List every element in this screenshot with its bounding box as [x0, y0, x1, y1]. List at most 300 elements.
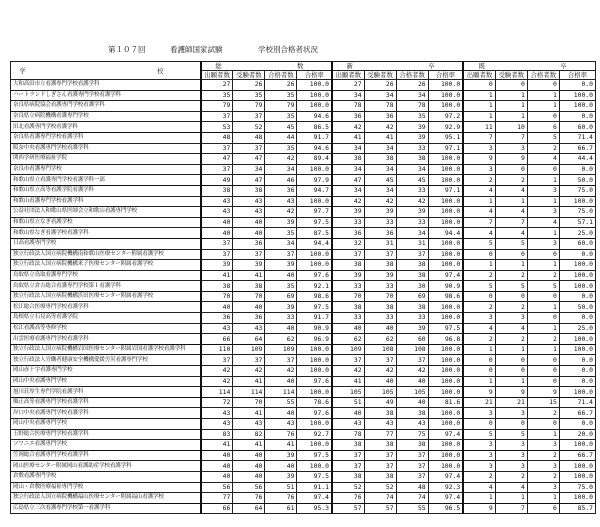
table-row: [11, 122, 596, 133]
value-cell: 1: [495, 196, 527, 207]
value-cell: 35: [265, 228, 297, 239]
table-row: [11, 80, 596, 91]
value-cell: 98.6: [297, 291, 332, 302]
school-name-cell: 和歌山県なぎ看護学校看護学科: [11, 228, 201, 239]
value-cell: 39: [364, 207, 396, 218]
value-cell: 57: [364, 503, 396, 514]
value-cell: 34: [332, 185, 364, 196]
value-cell: 109: [332, 344, 364, 355]
value-cell: 37: [396, 355, 428, 366]
value-cell: 1: [495, 101, 527, 112]
value-cell: 57.1: [559, 217, 595, 228]
table-row: [11, 281, 596, 292]
school-name-cell: 日高看護専門学校: [11, 238, 201, 249]
value-cell: 100.0: [428, 175, 463, 186]
column-header-applicants: 出願者数: [332, 71, 364, 80]
table-row: [11, 132, 596, 143]
value-cell: 89.4: [297, 154, 332, 165]
table-row: [11, 249, 596, 260]
value-cell: 38: [396, 408, 428, 419]
value-cell: 100.0: [428, 101, 463, 112]
school-name-cell: 独立行政法人国立病院機構浜田医療センター附属看護学校: [11, 291, 201, 302]
value-cell: 4: [495, 228, 527, 239]
value-cell: 1: [527, 260, 559, 271]
value-cell: 100.0: [428, 355, 463, 366]
value-cell: 21: [495, 397, 527, 408]
value-cell: 94.7: [297, 185, 332, 196]
value-cell: 96.8: [428, 334, 463, 345]
table-row: [11, 101, 596, 112]
value-cell: 36: [233, 313, 265, 324]
value-cell: 1: [463, 260, 495, 271]
value-cell: 33: [265, 313, 297, 324]
value-cell: 114: [201, 387, 233, 398]
school-name-cell: 奈良市看護専門学校: [11, 164, 201, 175]
value-cell: 40: [332, 408, 364, 419]
value-cell: 34: [265, 164, 297, 175]
value-cell: 39: [233, 260, 265, 271]
value-cell: 77: [364, 429, 396, 440]
value-cell: 0: [495, 355, 527, 366]
value-cell: 0: [463, 80, 495, 91]
value-cell: 35: [233, 90, 265, 101]
column-header-pass-rate: 合格率: [428, 71, 463, 80]
value-cell: 52: [233, 122, 265, 133]
value-cell: 51: [332, 397, 364, 408]
column-header-applicants: 出願者数: [463, 71, 495, 80]
value-cell: 41: [233, 376, 265, 387]
value-cell: 26: [396, 80, 428, 91]
value-cell: 92.1: [297, 281, 332, 292]
value-cell: 1: [463, 376, 495, 387]
value-cell: 37: [201, 238, 233, 249]
value-cell: 0: [527, 111, 559, 122]
column-header-examinees: 受験者数: [495, 71, 527, 80]
value-cell: 37: [396, 450, 428, 461]
value-cell: 42: [265, 154, 297, 165]
value-cell: 82: [233, 429, 265, 440]
value-cell: 2: [495, 175, 527, 186]
group-header-total: 総 数: [201, 62, 332, 71]
value-cell: 79: [265, 101, 297, 112]
value-cell: 2: [527, 450, 559, 461]
school-name-cell: 田北看護専門学校看護学科: [11, 122, 201, 133]
value-cell: 38: [364, 302, 396, 313]
exam-session: 第１０７回: [108, 45, 146, 54]
value-cell: 100.0: [428, 366, 463, 377]
value-cell: 39: [332, 270, 364, 281]
value-cell: 94.4: [428, 228, 463, 239]
value-cell: 4: [463, 228, 495, 239]
value-cell: 7: [495, 132, 527, 143]
value-cell: 97.9: [297, 175, 332, 186]
value-cell: 3: [527, 482, 559, 493]
column-header-passed: 合格者数: [396, 71, 428, 80]
value-cell: 100.0: [559, 461, 595, 472]
value-cell: 0.0: [559, 111, 595, 122]
school-name-cell: 独立行政法人国立病院機構岩国医療センター附属岩国看護学校看護学科: [11, 344, 201, 355]
value-cell: 92.7: [297, 429, 332, 440]
school-name-cell: 関西学研医療福祉学院: [11, 154, 201, 165]
value-cell: 62: [332, 334, 364, 345]
value-cell: 42: [265, 207, 297, 218]
value-cell: 2: [527, 408, 559, 419]
value-cell: 4: [463, 323, 495, 334]
value-cell: 66: [201, 503, 233, 514]
table-row: [11, 482, 596, 493]
value-cell: 37: [233, 249, 265, 260]
value-cell: 97.6: [297, 270, 332, 281]
value-cell: 75.0: [559, 185, 595, 196]
value-cell: 39: [201, 260, 233, 271]
value-cell: 31: [396, 238, 428, 249]
value-cell: 1: [495, 493, 527, 504]
value-cell: 53: [201, 122, 233, 133]
table-body: [11, 80, 596, 514]
value-cell: 39: [265, 260, 297, 271]
value-cell: 91.7: [297, 313, 332, 324]
table-row: [11, 143, 596, 154]
value-cell: 94.6: [297, 111, 332, 122]
value-cell: 100.0: [428, 80, 463, 91]
value-cell: 38: [396, 154, 428, 165]
value-cell: 100.0: [428, 419, 463, 430]
value-cell: 0: [527, 355, 559, 366]
value-cell: 39: [396, 323, 428, 334]
value-cell: 43: [233, 207, 265, 218]
value-cell: 66.7: [559, 143, 595, 154]
value-cell: 34: [265, 238, 297, 249]
value-cell: 40: [364, 376, 396, 387]
value-cell: 3: [527, 440, 559, 451]
value-cell: 114: [265, 387, 297, 398]
value-cell: 35: [265, 143, 297, 154]
table-row: [11, 344, 596, 355]
value-cell: 40: [396, 376, 428, 387]
value-cell: 7: [463, 132, 495, 143]
value-cell: 100.0: [559, 101, 595, 112]
value-cell: 66.7: [559, 450, 595, 461]
value-cell: 43: [201, 408, 233, 419]
school-name-cell: 独立行政法人国立病院機構米子医療センター附属看護学校: [11, 260, 201, 271]
value-cell: 1: [495, 111, 527, 122]
value-cell: 3: [463, 461, 495, 472]
value-cell: 42: [332, 196, 364, 207]
value-cell: 100.0: [428, 164, 463, 175]
value-cell: 42: [233, 366, 265, 377]
value-cell: 100.0: [428, 408, 463, 419]
pass-rate-table: [10, 61, 596, 514]
table-row: [11, 291, 596, 302]
value-cell: 1: [495, 376, 527, 387]
value-cell: 100.0: [559, 387, 595, 398]
value-cell: 34: [396, 164, 428, 175]
value-cell: 40: [201, 461, 233, 472]
value-cell: 25.0: [559, 228, 595, 239]
value-cell: 37: [201, 355, 233, 366]
value-cell: 100.0: [297, 419, 332, 430]
value-cell: 33: [332, 217, 364, 228]
value-cell: 41: [332, 132, 364, 143]
value-cell: 98.6: [428, 291, 463, 302]
value-cell: 100.0: [428, 154, 463, 165]
value-cell: 55: [396, 503, 428, 514]
value-cell: 34: [332, 90, 364, 101]
value-cell: 97.6: [297, 376, 332, 387]
value-cell: 100.0: [559, 471, 595, 482]
value-cell: 1: [527, 323, 559, 334]
column-header-pass-rate: 合格率: [559, 71, 595, 80]
value-cell: 4: [527, 217, 559, 228]
value-cell: 97.4: [428, 429, 463, 440]
value-cell: 105: [364, 387, 396, 398]
school-name-cell: 出雲医療看護専門学校看護学科: [11, 334, 201, 345]
value-cell: 2: [463, 175, 495, 186]
value-cell: 95.1: [428, 132, 463, 143]
value-cell: 47: [332, 175, 364, 186]
value-cell: 2: [463, 270, 495, 281]
value-cell: 100.0: [559, 281, 595, 292]
value-cell: 0: [495, 249, 527, 260]
value-cell: 91.1: [297, 482, 332, 493]
value-cell: 97.5: [297, 302, 332, 313]
value-cell: 38: [332, 471, 364, 482]
table-row: [11, 429, 596, 440]
school-name-cell: 奈良県立病院機構看護専門学校: [11, 111, 201, 122]
value-cell: 0.0: [559, 249, 595, 260]
value-cell: 41: [332, 376, 364, 387]
value-cell: 76: [233, 493, 265, 504]
value-cell: 50.0: [559, 175, 595, 186]
school-name-cell: 岡山赤十字看護専門学校: [11, 366, 201, 377]
school-name-cell: ソワニエ看護専門学校: [11, 440, 201, 451]
value-cell: 100.0: [428, 376, 463, 387]
value-cell: 39: [265, 302, 297, 313]
value-cell: 2: [527, 270, 559, 281]
value-cell: 97.4: [428, 493, 463, 504]
value-cell: 3: [463, 450, 495, 461]
value-cell: 38: [233, 185, 265, 196]
table-row: [11, 408, 596, 419]
value-cell: 37: [364, 450, 396, 461]
value-cell: 35: [265, 281, 297, 292]
value-cell: 94.6: [297, 143, 332, 154]
value-cell: 39: [265, 217, 297, 228]
value-cell: 41: [201, 440, 233, 451]
value-cell: 2: [495, 270, 527, 281]
value-cell: 1: [463, 344, 495, 355]
value-cell: 97.7: [297, 207, 332, 218]
value-cell: 100.0: [297, 249, 332, 260]
value-cell: 0: [463, 366, 495, 377]
value-cell: 0: [527, 80, 559, 91]
value-cell: 1: [527, 344, 559, 355]
value-cell: 43: [233, 196, 265, 207]
value-cell: 78: [364, 101, 396, 112]
value-cell: 3: [495, 450, 527, 461]
value-cell: 1: [495, 344, 527, 355]
value-cell: 40: [332, 323, 364, 334]
table-row: [11, 185, 596, 196]
value-cell: 85.7: [559, 503, 595, 514]
table-row: [11, 397, 596, 408]
table-row: [11, 440, 596, 451]
value-cell: 38: [364, 408, 396, 419]
value-cell: 37: [332, 249, 364, 260]
column-header-passed: 合格者数: [265, 71, 297, 80]
value-cell: 100.0: [297, 90, 332, 101]
table-row: [11, 450, 596, 461]
table-row: [11, 302, 596, 313]
value-cell: 96.9: [297, 334, 332, 345]
school-name-cell: 和歌山県立高等看護学院看護学科: [11, 185, 201, 196]
table-row: [11, 270, 596, 281]
value-cell: 37: [265, 249, 297, 260]
value-cell: 109: [265, 344, 297, 355]
value-cell: 75.0: [559, 207, 595, 218]
value-cell: 109: [233, 344, 265, 355]
value-cell: 108: [364, 344, 396, 355]
value-cell: 100.0: [297, 344, 332, 355]
school-name-cell: 独立行政法人労働者健康安全機構愛媛労災看護専門学校: [11, 355, 201, 366]
table-row: [11, 260, 596, 271]
value-cell: 36: [233, 238, 265, 249]
column-header-examinees: 受験者数: [364, 71, 396, 80]
value-cell: 40: [201, 228, 233, 239]
school-name-cell: 笠岡総合看護専門学校看護学科: [11, 450, 201, 461]
value-cell: 91.7: [297, 132, 332, 143]
value-cell: 37: [364, 461, 396, 472]
value-cell: 100.0: [297, 101, 332, 112]
value-cell: 78: [332, 429, 364, 440]
value-cell: 42: [201, 366, 233, 377]
value-cell: 1: [527, 175, 559, 186]
group-header-past-graduates: 既 卒: [463, 62, 595, 71]
value-cell: 114: [233, 387, 265, 398]
value-cell: 70: [233, 397, 265, 408]
value-cell: 110: [201, 344, 233, 355]
value-cell: 20.0: [559, 429, 595, 440]
value-cell: 49: [364, 397, 396, 408]
value-cell: 2: [527, 334, 559, 345]
value-cell: 43: [201, 419, 233, 430]
value-cell: 0: [463, 355, 495, 366]
school-name-cell: 玉野総合医療専門学校看護学科: [11, 429, 201, 440]
value-cell: 40: [233, 461, 265, 472]
value-cell: 9: [527, 387, 559, 398]
value-cell: 44: [265, 132, 297, 143]
value-cell: 47: [233, 154, 265, 165]
table-row: [11, 323, 596, 334]
value-cell: 60.0: [559, 122, 595, 133]
value-cell: 3: [463, 440, 495, 451]
value-cell: 75: [396, 429, 428, 440]
school-name-cell: 和歌山看護専門学校看護学科: [11, 196, 201, 207]
value-cell: 62: [265, 334, 297, 345]
value-cell: 1: [463, 101, 495, 112]
value-cell: 100.0: [428, 260, 463, 271]
value-cell: 3: [463, 408, 495, 419]
value-cell: 3: [495, 408, 527, 419]
value-cell: 56: [201, 482, 233, 493]
school-name-cell: ハートランドしぎさん看護専門学校看護学科: [11, 90, 201, 101]
value-cell: 100.0: [297, 387, 332, 398]
value-cell: 0.0: [559, 355, 595, 366]
value-cell: 27: [332, 80, 364, 91]
value-cell: 43: [201, 207, 233, 218]
column-header-examinees: 受験者数: [233, 71, 265, 80]
value-cell: 66.7: [559, 408, 595, 419]
value-cell: 40: [201, 217, 233, 228]
value-cell: 74: [396, 493, 428, 504]
table-row: [11, 90, 596, 101]
value-cell: 35: [265, 90, 297, 101]
value-cell: 37: [201, 143, 233, 154]
value-cell: 92.3: [428, 482, 463, 493]
value-cell: 21: [463, 397, 495, 408]
value-cell: 10: [495, 122, 527, 133]
value-cell: 4: [463, 207, 495, 218]
value-cell: 37: [233, 111, 265, 122]
value-cell: 2: [463, 471, 495, 482]
value-cell: 38: [201, 185, 233, 196]
value-cell: 79: [201, 101, 233, 112]
value-cell: 2: [527, 143, 559, 154]
value-cell: 38: [364, 154, 396, 165]
value-cell: 100.0: [428, 302, 463, 313]
value-cell: 45: [364, 175, 396, 186]
value-cell: 81.6: [428, 397, 463, 408]
value-cell: 41: [265, 440, 297, 451]
school-name-cell: 松江総合医療専門学校看護学科: [11, 302, 201, 313]
value-cell: 34: [364, 185, 396, 196]
value-cell: 36: [201, 313, 233, 324]
value-cell: 36: [332, 111, 364, 122]
value-cell: 38: [201, 281, 233, 292]
school-name-cell: 奈良県病院協会看護専門学校看護学科: [11, 101, 201, 112]
value-cell: 100.0: [297, 440, 332, 451]
value-cell: 0.0: [559, 366, 595, 377]
value-cell: 30: [396, 281, 428, 292]
value-cell: 42: [201, 376, 233, 387]
value-cell: 40: [233, 302, 265, 313]
table-row: [11, 164, 596, 175]
value-cell: 0: [463, 249, 495, 260]
value-cell: 44.4: [559, 154, 595, 165]
value-cell: 4: [495, 185, 527, 196]
value-cell: 60: [396, 334, 428, 345]
value-cell: 1: [527, 101, 559, 112]
value-cell: 33: [364, 281, 396, 292]
school-name-cell: 島根県立石見高等看護学院: [11, 313, 201, 324]
school-column-header: 学 校: [11, 62, 201, 80]
value-cell: 0.0: [559, 376, 595, 387]
value-cell: 1: [527, 196, 559, 207]
value-cell: 35: [396, 111, 428, 122]
value-cell: 87.5: [297, 228, 332, 239]
value-cell: 0.0: [559, 80, 595, 91]
value-cell: 40: [396, 397, 428, 408]
value-cell: 38: [364, 471, 396, 482]
value-cell: 2: [495, 334, 527, 345]
value-cell: 38: [396, 270, 428, 281]
value-cell: 1: [495, 260, 527, 271]
value-cell: 0: [463, 291, 495, 302]
value-cell: 2: [527, 471, 559, 482]
value-cell: 41: [201, 270, 233, 281]
table-row: [11, 355, 596, 366]
column-header-passed: 合格者数: [527, 71, 559, 80]
